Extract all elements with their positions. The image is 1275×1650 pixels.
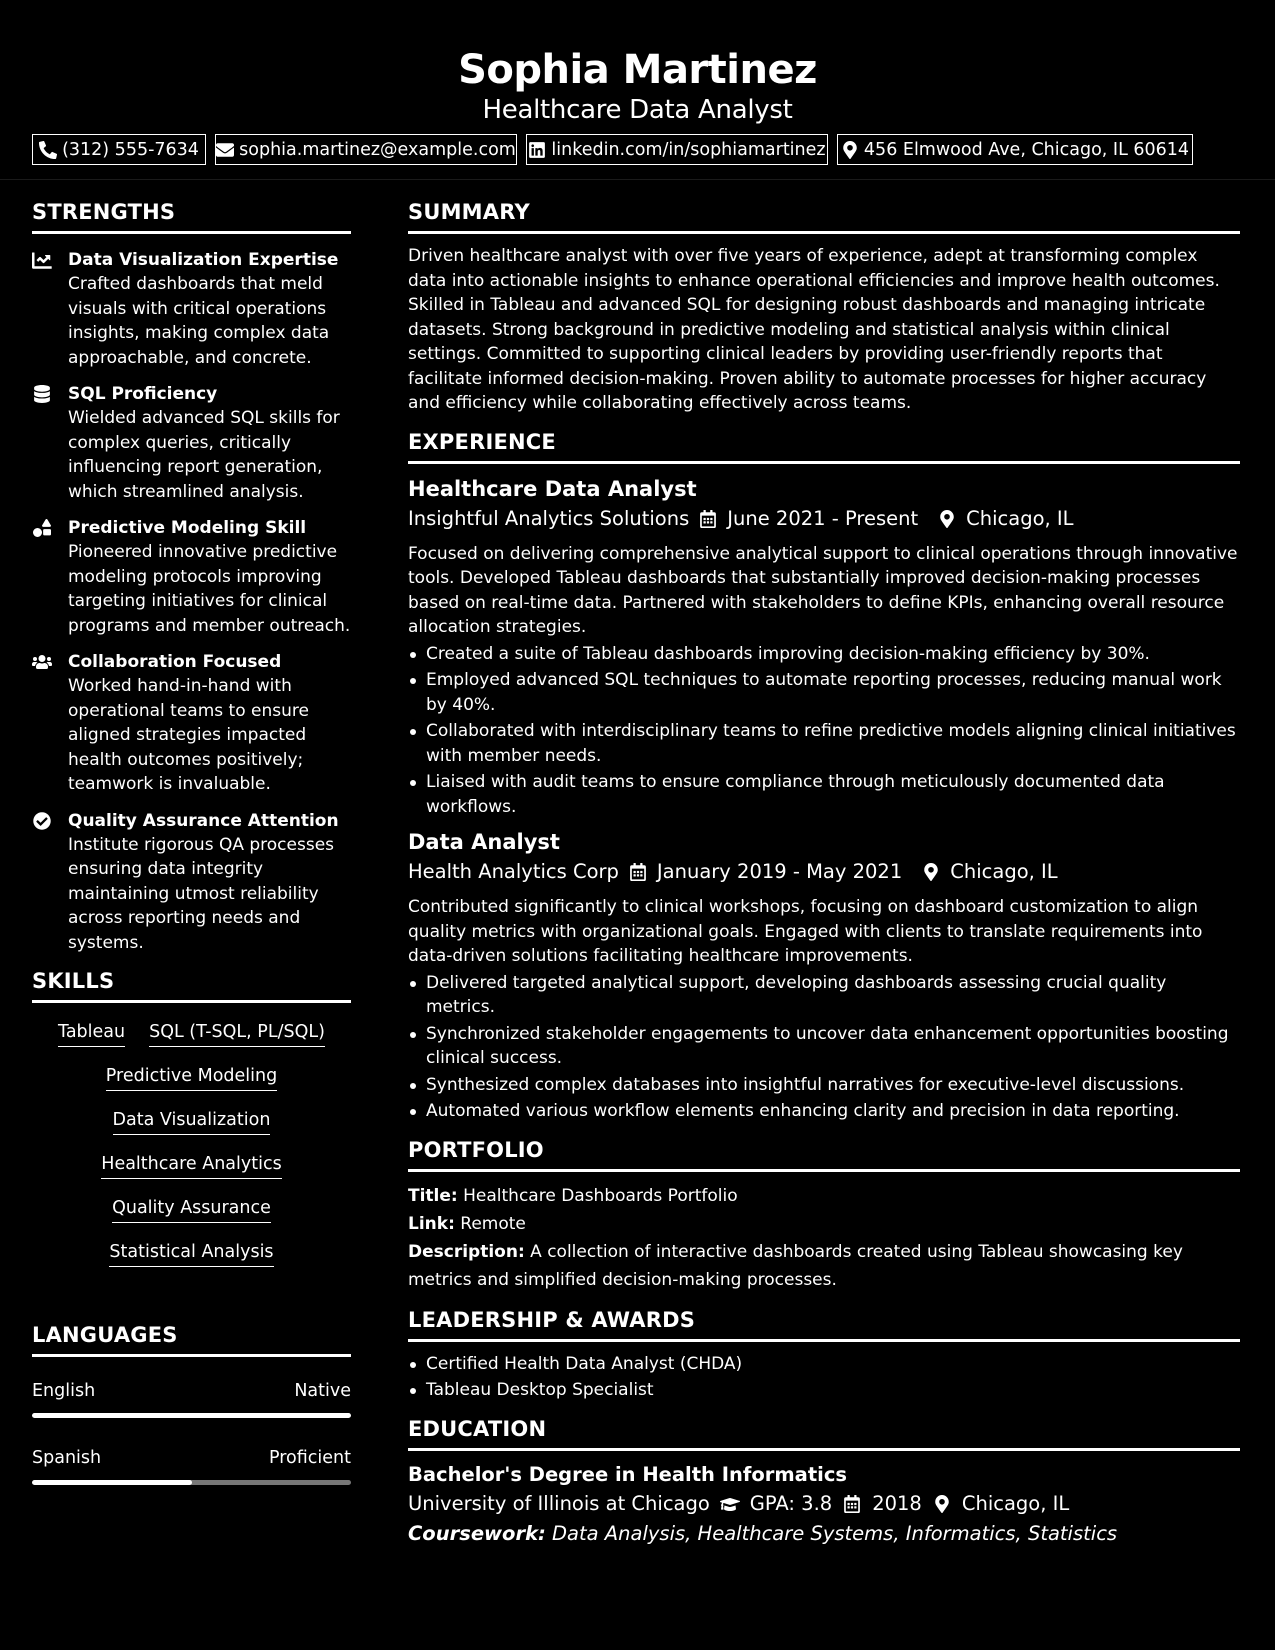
strength-desc: Crafted dashboards that meld visuals with critical operations insights, making complex data approachable, and concrete.: [68, 274, 330, 368]
summary-heading: SUMMARY: [408, 198, 1240, 234]
strength-desc: Wielded advanced SQL skills for complex queries, critically influencing report generation, which streamlined analysis.: [68, 408, 340, 502]
list-item: Delivered targeted analytical support, developing dashboards assessing crucial quality metrics.: [408, 971, 1240, 1020]
language-name: Spanish: [32, 1448, 102, 1468]
strength-title: Predictive Modeling Skill: [68, 518, 307, 538]
map-marker-icon: [938, 510, 956, 528]
job-description: Contributed significantly to clinical workshops, focusing on dashboard customization to align quality metrics with organizational goals. Engaged with clients to translate requirements into data-driven solutions facilitating healthcare improvements.: [408, 897, 1203, 966]
language-proficiency-bar: [32, 1480, 351, 1485]
list-item: Collaborated with interdisciplinary teams to refine predictive models aligning clinical initiatives with member needs.: [408, 719, 1240, 768]
users-icon: [32, 653, 52, 671]
address-contact: [837, 134, 1193, 165]
languages-heading: LANGUAGES: [32, 1321, 351, 1357]
skill-tag: Statistical Analysis: [109, 1239, 273, 1267]
job-dates: June 2021 - Present: [727, 506, 919, 530]
coursework-value: Data Analysis, Healthcare Systems, Informatics, Statistics: [552, 1521, 1118, 1545]
strength-item: [32, 382, 351, 504]
job-entry: [408, 827, 1240, 1124]
strengths-list: [32, 248, 351, 955]
job-location: Chicago, IL: [950, 860, 1058, 883]
map-marker-icon: [932, 1495, 952, 1513]
address-text: 456 Elmwood Ave, Chicago, IL 60614: [863, 139, 1190, 160]
linkedin-icon: [528, 141, 546, 159]
skill-tag: Data Visualization: [113, 1107, 271, 1135]
experience-section: [408, 428, 1240, 1124]
list-item: Liaised with audit teams to ensure compliance through meticulously documented data workflows.: [408, 770, 1240, 819]
strength-title: SQL Proficiency: [68, 384, 218, 404]
skills-list: [32, 1019, 351, 1267]
skill-tag: Healthcare Analytics: [101, 1151, 281, 1179]
language-level: Proficient: [269, 1448, 351, 1468]
portfolio-description-value: A collection of interactive dashboards created using Tableau showcasing key metrics and simplified decision-making processes.: [408, 1241, 1183, 1290]
list-item: Created a suite of Tableau dashboards improving decision-making efficiency by 30%.: [408, 642, 1240, 667]
school-name: University of Illinois at Chicago: [408, 1491, 710, 1515]
coursework-label: Coursework:: [408, 1521, 546, 1545]
strength-title: Data Visualization Expertise: [68, 250, 339, 270]
phone-icon: [39, 141, 57, 159]
education-section: [408, 1415, 1240, 1549]
job-meta: [408, 504, 1240, 534]
phone-contact[interactable]: [32, 134, 206, 165]
portfolio-section: [408, 1136, 1240, 1294]
job-bullets: [408, 642, 1240, 820]
graduation-cap-icon: [720, 1495, 740, 1513]
strength-item: [32, 650, 351, 797]
strength-title: Collaboration Focused: [68, 652, 282, 672]
skill-tag: SQL (T-SQL, PL/SQL): [149, 1019, 325, 1047]
list-item: Automated various workflow elements enhancing clarity and precision in data reporting.: [408, 1099, 1240, 1124]
strength-title: Quality Assurance Attention: [68, 810, 339, 831]
job-title: Healthcare Data Analyst: [408, 476, 697, 501]
awards-section: [408, 1306, 1240, 1403]
job-description: Focused on delivering comprehensive analytical support to clinical operations through innovative tools. Developed Tableau dashboards that substantially improved decision-making processes based on real-time data. Partnered with stakeholders to define KPIs, enhancing overall resource allocation strategies.: [408, 543, 1238, 637]
envelope-icon: [216, 141, 234, 159]
skill-tag: Tableau: [58, 1019, 125, 1047]
email-text: sophia.martinez@example.com: [239, 139, 516, 160]
skills-section: [32, 967, 351, 1267]
header-divider: [0, 179, 1275, 180]
linkedin-text: linkedin.com/in/sophiamartinez: [551, 139, 826, 160]
job-dates: January 2019 - May 2021: [656, 860, 903, 883]
strength-desc: Institute rigorous QA processes ensuring data integrity maintaining utmost reliability across reporting needs and systems.: [68, 834, 335, 953]
linkedin-contact[interactable]: [526, 134, 828, 165]
job-company: Insightful Analytics Solutions: [408, 506, 690, 530]
portfolio-heading: PORTFOLIO: [408, 1136, 1240, 1172]
experience-heading: EXPERIENCE: [408, 428, 1240, 464]
language-item: [32, 1446, 351, 1485]
candidate-name: Sophia Martinez: [458, 47, 817, 93]
chart-line-icon: [32, 251, 52, 269]
contact-bar: [32, 134, 1235, 165]
summary-text: Driven healthcare analyst with over five years of experience, adept at transforming complex data into actionable insights to enhance operational efficiencies and improve health outcomes. Skilled in Tableau and advanced SQL for designing robust dashboards and managing intricate datasets. Strong background in predictive modeling and statistical analysis within clinical settings. Committed to supporting clinical leaders by providing user-friendly reports that facilitate informed decision-making. Proven ability to automate processes for higher accuracy and efficiency while collaborating effectively across teams.: [408, 246, 1220, 413]
phone-text: (312) 555-7634: [62, 139, 199, 160]
strength-desc: Pioneered innovative predictive modeling protocols improving targeting initiatives for clinical programs and member outreach.: [68, 542, 351, 636]
list-item: Synchronized stakeholder engagements to uncover data enhancement opportunities boosting clinical success.: [408, 1022, 1240, 1071]
map-marker-icon: [841, 141, 859, 159]
job-company: Health Analytics Corp: [408, 860, 619, 883]
candidate-role: Healthcare Data Analyst: [482, 95, 793, 125]
portfolio-description-row: [408, 1238, 1240, 1294]
job-location: Chicago, IL: [966, 506, 1074, 530]
calendar-icon: [629, 863, 647, 881]
strength-item: [32, 809, 351, 956]
portfolio-title-label: Title:: [408, 1185, 458, 1206]
portfolio-description-label: Description:: [408, 1241, 525, 1262]
strength-item: [32, 516, 351, 638]
languages-section: [32, 1321, 351, 1485]
job-meta: [408, 857, 1240, 887]
strength-desc: Worked hand-in-hand with operational teams to ensure aligned strategies impacted health outcomes positively; teamwork is invaluable.: [68, 676, 309, 794]
skill-tag: Quality Assurance: [112, 1195, 271, 1223]
calendar-icon: [842, 1495, 862, 1513]
strength-item: [32, 248, 351, 370]
job-entry: [408, 474, 1240, 820]
education-meta: [408, 1489, 1240, 1519]
education-heading: EDUCATION: [408, 1415, 1240, 1451]
list-item: Employed advanced SQL techniques to automate reporting processes, reducing manual work by 40%.: [408, 668, 1240, 717]
language-item: [32, 1379, 351, 1418]
degree-title: Bachelor's Degree in Health Informatics: [408, 1462, 847, 1486]
portfolio-title-row: [408, 1182, 1240, 1210]
job-title: Data Analyst: [408, 830, 560, 854]
language-level: Native: [294, 1381, 351, 1401]
language-proficiency-bar: [32, 1413, 351, 1418]
strengths-heading: STRENGTHS: [32, 198, 351, 234]
language-proficiency-fill: [32, 1480, 192, 1485]
language-proficiency-fill: [32, 1413, 351, 1418]
coursework: [408, 1519, 1240, 1549]
portfolio-link-row: [408, 1210, 1240, 1238]
right-column: [408, 198, 1240, 1561]
resume-header: [0, 0, 1275, 126]
database-icon: [32, 385, 52, 403]
awards-heading: LEADERSHIP & AWARDS: [408, 1306, 1240, 1342]
gpa: GPA: 3.8: [749, 1491, 833, 1515]
email-contact[interactable]: [215, 134, 517, 165]
graduation-year: 2018: [872, 1491, 922, 1515]
education-location: Chicago, IL: [961, 1491, 1070, 1515]
job-bullets: [408, 971, 1240, 1124]
map-marker-icon: [922, 863, 940, 881]
list-item: Synthesized complex databases into insightful narratives for executive-level discussions.: [408, 1073, 1240, 1098]
awards-list: [408, 1352, 1240, 1403]
summary-section: [408, 198, 1240, 416]
list-item: Tableau Desktop Specialist: [408, 1378, 1240, 1403]
portfolio-link-value[interactable]: Remote: [460, 1213, 526, 1234]
skill-tag: Predictive Modeling: [106, 1063, 277, 1091]
list-item: Certified Health Data Analyst (CHDA): [408, 1352, 1240, 1377]
portfolio-link-label: Link:: [408, 1213, 455, 1234]
portfolio-title-value: Healthcare Dashboards Portfolio: [463, 1185, 738, 1206]
calendar-icon: [699, 510, 717, 528]
check-circle-icon: [32, 812, 52, 830]
language-name: English: [32, 1381, 96, 1401]
shapes-icon: [32, 519, 52, 537]
skills-heading: SKILLS: [32, 967, 351, 1003]
left-column: [32, 198, 351, 1485]
